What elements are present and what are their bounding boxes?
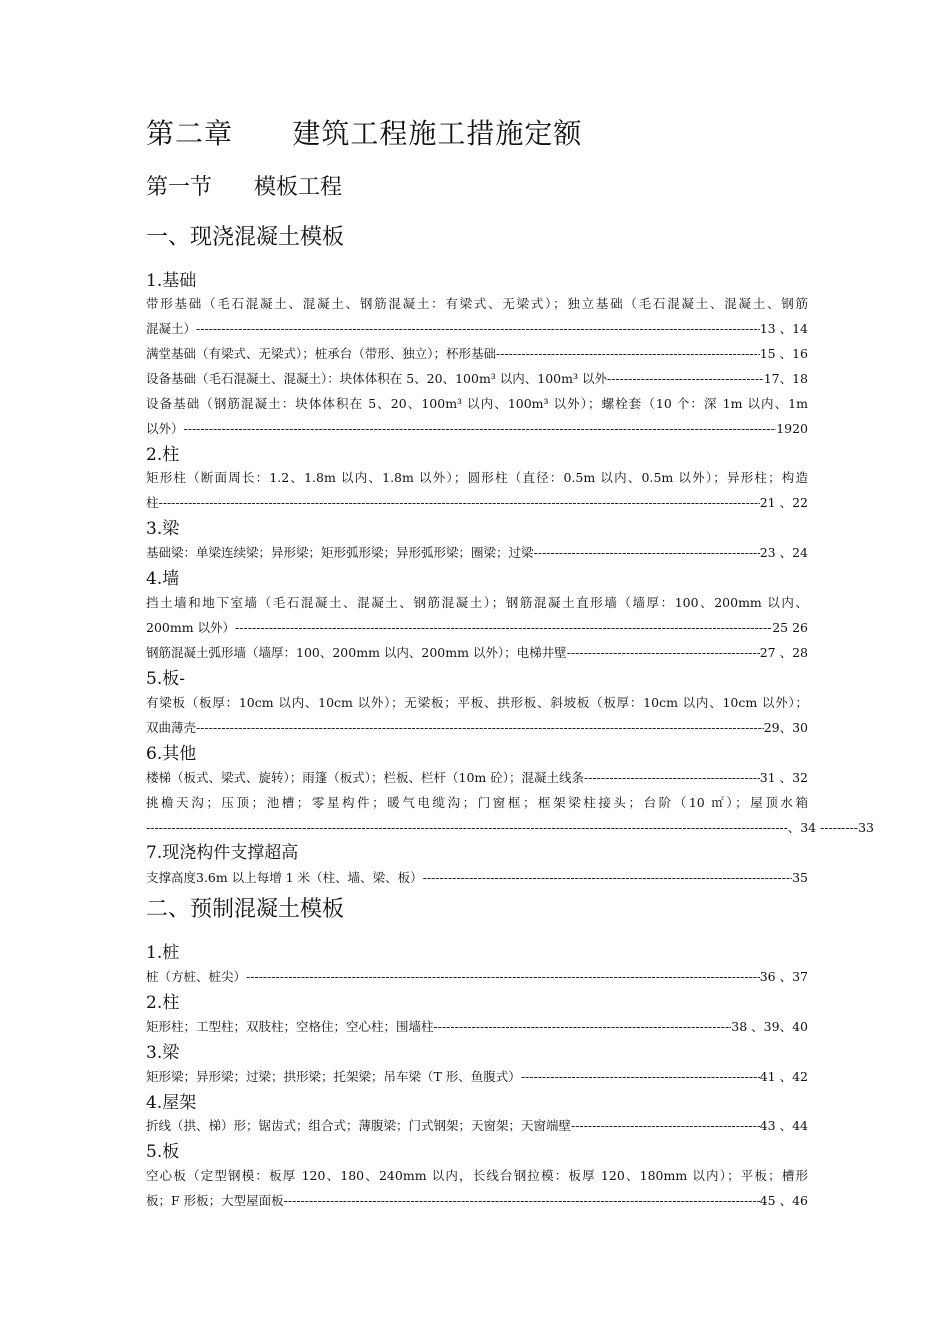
toc-entry (146, 620, 808, 636)
entry-text: 满堂基础（有梁式、无梁式）；桩承台（带形、独立）；杯形基础 (146, 346, 497, 361)
leader-dots (235, 620, 772, 636)
toc-entry (146, 421, 808, 437)
page-numbers: 43 、44 (759, 1118, 808, 1133)
entry-line: 挡土墙和地下室墙（毛石混凝土、混凝土、钢筋混凝土）；钢筋混凝土直形墙（墙厚：100、200mm 以内、 (146, 595, 808, 610)
page-numbers: 27 、28 (759, 645, 808, 660)
leader-dots (521, 1069, 760, 1085)
group-heading: 3.梁 (146, 519, 180, 539)
section-title: 第一节 模板工程 (146, 175, 342, 200)
group-heading: 5.板- (146, 669, 185, 689)
page-numbers: 35 (792, 870, 808, 885)
toc-entry (146, 1069, 808, 1085)
group-heading: 4.屋架 (146, 1093, 197, 1113)
toc-entry (146, 371, 808, 387)
leader-dots (584, 770, 760, 786)
group-heading: 7.现浇构件支撑超高 (146, 843, 299, 863)
toc-entry (146, 645, 808, 661)
leader-dots (434, 1019, 732, 1035)
toc-entry (146, 969, 808, 985)
leader-dots (534, 545, 760, 561)
group-heading: 2.柱 (146, 993, 180, 1013)
entry-line: 矩形柱（断面周长：1.2、1.8m 以内、1.8m 以外）；圆形柱（直径：0.5m 以内、0.5m 以外）；异形柱；构造 (146, 470, 808, 485)
page-numbers: 36 、37 (759, 969, 808, 984)
leader-dots (567, 645, 760, 661)
entry-text: 以外） (146, 421, 184, 436)
entry-line: 挑檐天沟；压顶；池槽；零星构件；暖气电缆沟；门窗框；框架梁柱接头；台阶（10 ㎡）；屋顶水箱 (146, 795, 808, 810)
page-numbers: 13 、14 (759, 321, 808, 336)
leader-dots (496, 346, 760, 362)
leader-dots (607, 371, 764, 387)
part-title: 一、现浇混凝土模板 (146, 225, 345, 250)
leader-dots (146, 820, 788, 836)
group-heading: 1.桩 (146, 943, 180, 963)
toc-entry (146, 870, 808, 886)
leader-dots (246, 969, 760, 985)
leader-dots (159, 495, 760, 511)
entry-line: 设备基础（钢筋混凝土：块体体积在 5、20、100m³ 以内、100m³ 以外）；螺栓套（10 个：深 1m 以内、1m (146, 396, 808, 411)
toc-entry (146, 346, 808, 362)
page-numbers: 29、30 (763, 720, 808, 735)
entry-text: 柱 (146, 495, 159, 510)
entry-text: 200mm 以外） (146, 620, 236, 635)
page-numbers: 45 、46 (759, 1193, 808, 1208)
toc-entry (146, 1118, 808, 1134)
page-numbers: 38 、39、40 (731, 1019, 808, 1034)
entry-text: 基础梁：单梁连续梁；异形梁；矩形弧形梁；异形弧形梁；圈梁；过梁 (146, 545, 534, 560)
part-title: 二、预制混凝土模板 (146, 897, 345, 922)
page-numbers: 25 26 (772, 620, 808, 635)
page-numbers: 41 、42 (759, 1069, 808, 1084)
leader-dots (423, 870, 792, 886)
entry-line: 有梁板（板厚：10cm 以内、10cm 以外）；无梁板；平板、拱形板、斜坡板（板厚：10cm 以内、10cm 以外）； (146, 695, 808, 710)
entry-text: 矩形梁；异形梁；过梁；拱形梁；托架梁；吊车梁（T 形、鱼腹式） (146, 1069, 521, 1084)
entry-text: 双曲薄壳 (146, 720, 197, 735)
leader-dots (196, 321, 760, 337)
toc-entry (146, 1019, 808, 1035)
page-numbers: 1920 (776, 421, 808, 436)
group-heading: 5.板 (146, 1142, 180, 1162)
group-heading: 6.其他 (146, 744, 197, 764)
toc-entry (146, 1193, 808, 1209)
entry-text: 支撑高度3.6m 以上每增 1 米（柱、墙、梁、板） (146, 870, 423, 885)
leader-dots (284, 1193, 760, 1209)
entry-text: 钢筋混凝土弧形墙（墙厚：100、200mm 以内、200mm 以外）；电梯井壁 (146, 645, 567, 660)
entry-text: 折线（拱、梯）形；锯齿式；组合式；薄腹梁；门式钢架；天窗架；天窗端壁 (146, 1118, 572, 1133)
entry-text: 桩（方桩、桩尖） (146, 969, 247, 984)
page-numbers: 21 、22 (759, 495, 808, 510)
toc-entry (146, 770, 808, 786)
leader-dots (571, 1118, 760, 1134)
entry-text: 板；F 形板；大型屋面板 (146, 1193, 284, 1208)
toc-entry (146, 545, 808, 561)
toc-entry (146, 321, 808, 337)
entry-text: 混凝土） (146, 321, 197, 336)
toc-entry (146, 820, 874, 836)
entry-line: 带形基础（毛石混凝土、混凝土、钢筋混凝土：有梁式、无梁式）；独立基础（毛石混凝土、混凝土、钢筋 (146, 296, 808, 311)
page-numbers: 17、18 (763, 371, 808, 386)
group-heading: 4.墙 (146, 569, 180, 589)
page-numbers: 23 、24 (759, 545, 808, 560)
entry-line: 空心板（定型钢模：板厚 120、180、240mm 以内，长线台钢拉模：板厚 120、180mm 以内）；平板；槽形 (146, 1168, 808, 1183)
entry-text: 矩形柱；工型柱；双肢柱；空格住；空心柱；围墙柱 (146, 1019, 434, 1034)
entry-text: 楼梯（板式、梁式、旋转）；雨篷（板式）；栏板、栏杆（10m 砼）；混凝土线条 (146, 770, 584, 785)
group-heading: 3.梁 (146, 1043, 180, 1063)
leader-dots (184, 421, 777, 437)
page-numbers: 31 、32 (759, 770, 808, 785)
page-numbers: 、34 ---------33 (787, 820, 874, 835)
group-heading: 2.柱 (146, 445, 180, 465)
leader-dots (196, 720, 764, 736)
group-heading: 1.基础 (146, 271, 197, 291)
chapter-title: 第二章 建筑工程施工措施定额 (146, 117, 583, 150)
toc-entry (146, 720, 808, 736)
entry-text: 设备基础（毛石混凝土、混凝土）：块体体积在 5、20、100m³ 以内、100m³ 以外 (146, 371, 607, 386)
page-numbers: 15 、16 (759, 346, 808, 361)
toc-entry (146, 495, 808, 511)
